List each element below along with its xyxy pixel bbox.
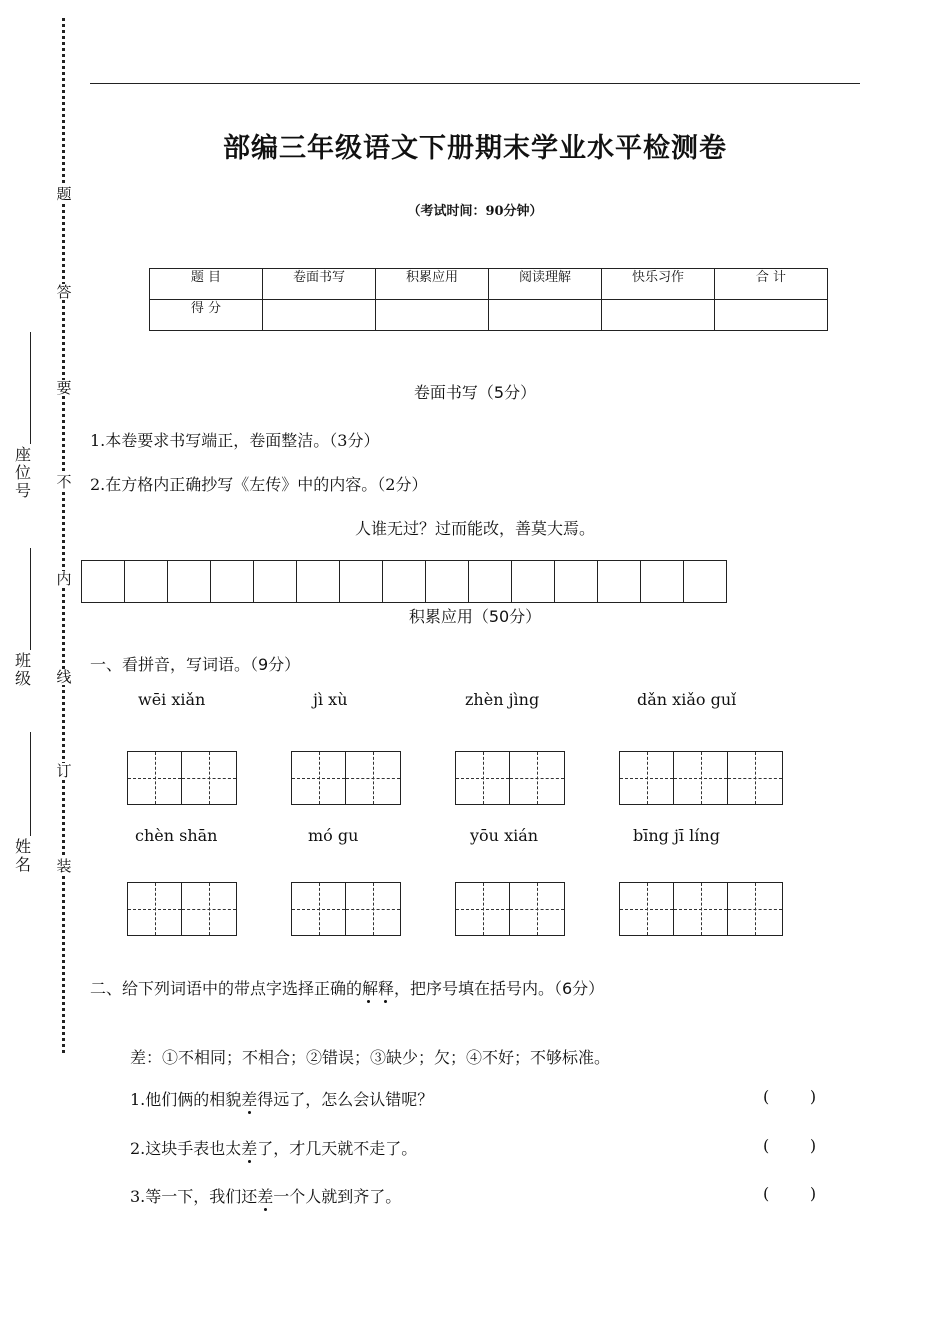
part2-heading: 二、给下列词语中的带点字选择正确的解释，把序号填在括号内。（6分） <box>90 979 605 998</box>
tianzi-cell[interactable] <box>620 752 674 804</box>
copy-grid-cell[interactable] <box>297 560 340 603</box>
score-header-cell: 卷面书写 <box>263 269 376 300</box>
score-input-cell[interactable] <box>602 300 715 331</box>
score-header-cell: 积累应用 <box>376 269 489 300</box>
copy-grid-cell[interactable] <box>598 560 641 603</box>
pinyin-prompt: yōu xián <box>470 826 539 845</box>
tianzi-cell[interactable] <box>620 883 674 935</box>
pinyin-prompt: zhèn jìng <box>465 690 540 709</box>
copy-grid-cell[interactable] <box>684 560 727 603</box>
margin-char-8: 装 <box>56 857 72 875</box>
score-header-cell: 快乐习作 <box>602 269 715 300</box>
tianzi-cell[interactable] <box>346 752 400 804</box>
tianzi-cell[interactable] <box>128 752 182 804</box>
margin-char-1: 题 <box>56 185 72 203</box>
question-2 <box>130 1136 417 1159</box>
tianzi-grid <box>127 751 237 805</box>
class-line[interactable] <box>30 548 31 650</box>
question-text: 2.这块手表也太 <box>130 1139 242 1158</box>
copy-grid-cell[interactable] <box>383 560 426 603</box>
tianzi-grid <box>455 751 565 805</box>
part1-heading: 一、看拼音，写词语。（9分） <box>90 655 301 674</box>
margin-char-3: 要 <box>56 379 72 397</box>
seat-number-line[interactable] <box>30 332 31 444</box>
tianzi-cell[interactable] <box>182 752 236 804</box>
score-input-cell[interactable] <box>715 300 828 331</box>
copy-grid-cell[interactable] <box>125 560 168 603</box>
binding-dotted-line <box>62 18 65 1053</box>
dotted-char: 差 <box>241 1139 258 1158</box>
tianzi-cell[interactable] <box>292 883 346 935</box>
question-3 <box>130 1184 401 1207</box>
handwriting-section-heading: 卷面书写（5分） <box>413 383 537 402</box>
question-text: 一个人就到齐了。 <box>273 1187 402 1206</box>
emphasis-dot <box>384 1000 387 1003</box>
tianzi-grid <box>291 882 401 936</box>
tianzi-cell[interactable] <box>456 883 510 935</box>
score-header-cell: 合 计 <box>715 269 828 300</box>
tianzi-grid <box>455 882 565 936</box>
dotted-char: 差 <box>241 1090 258 1109</box>
tianzi-cell[interactable] <box>728 883 782 935</box>
question-1 <box>130 1087 433 1110</box>
score-table-row <box>150 300 828 331</box>
copy-grid-cell[interactable] <box>82 560 125 603</box>
tianzi-cell[interactable] <box>674 752 728 804</box>
copy-grid-cell[interactable] <box>426 560 469 603</box>
answer-blank[interactable]: ( ) <box>763 1136 817 1155</box>
score-input-cell[interactable] <box>489 300 602 331</box>
tianzi-grid <box>291 751 401 805</box>
tianzi-cell[interactable] <box>128 883 182 935</box>
handwriting-question-2: 2.在方格内正确抄写《左传》中的内容。（2分） <box>90 475 428 494</box>
pinyin-prompt: mó gu <box>308 826 359 845</box>
copy-grid-cell[interactable] <box>168 560 211 603</box>
copy-grid-cell[interactable] <box>469 560 512 603</box>
tianzi-cell[interactable] <box>346 883 400 935</box>
exam-duration: （考试时间：90分钟） <box>407 204 543 219</box>
tianzi-grid <box>619 751 783 805</box>
tianzi-cell[interactable] <box>510 883 564 935</box>
seat-number-label: 座位号 <box>14 445 31 500</box>
question-text: 得远了，怎么会认错呢？ <box>257 1090 434 1109</box>
score-header-cell: 阅读理解 <box>489 269 602 300</box>
margin-char-6: 线 <box>56 668 72 686</box>
margin-char-4: 不 <box>56 473 72 491</box>
class-label: 班级 <box>14 651 31 688</box>
answer-blank[interactable]: ( ) <box>763 1184 817 1203</box>
answer-blank[interactable]: ( ) <box>763 1087 817 1106</box>
pinyin-prompt: dǎn xiǎo guǐ <box>637 690 737 709</box>
copy-grid-cell[interactable] <box>254 560 297 603</box>
zuozhuan-quote: 人谁无过？过而能改，善莫大焉。 <box>354 519 595 538</box>
margin-char-5: 内 <box>56 570 72 588</box>
pinyin-prompt: jì xù <box>313 690 348 709</box>
copy-grid-cell[interactable] <box>641 560 684 603</box>
copy-grid-cell[interactable] <box>512 560 555 603</box>
top-rule <box>90 83 860 84</box>
tianzi-cell[interactable] <box>182 883 236 935</box>
pinyin-prompt: wēi xiǎn <box>138 690 206 709</box>
copy-grid-cell[interactable] <box>340 560 383 603</box>
tianzi-cell[interactable] <box>456 752 510 804</box>
pinyin-prompt: chèn shān <box>135 826 218 845</box>
copy-grid-cell[interactable] <box>555 560 598 603</box>
dotted-char: 差 <box>257 1187 274 1206</box>
score-input-cell[interactable] <box>376 300 489 331</box>
accumulation-section-heading: 积累应用（50分） <box>408 607 542 626</box>
score-table-header-row <box>150 269 828 300</box>
page-title: 部编三年级语文下册期末学业水平检测卷 <box>223 133 727 164</box>
score-header-cell: 题 目 <box>150 269 263 300</box>
definitions-text: 差：①不相同；不相合；②错误；③缺少；欠；④不好；不够标准。 <box>130 1048 611 1067</box>
emphasis-dot <box>367 1000 370 1003</box>
tianzi-grid <box>127 882 237 936</box>
handwriting-question-1: 1.本卷要求书写端正，卷面整洁。（3分） <box>90 431 380 450</box>
copy-grid-cell[interactable] <box>211 560 254 603</box>
tianzi-grid <box>619 882 783 936</box>
name-label: 姓名 <box>14 837 31 874</box>
name-line[interactable] <box>30 732 31 836</box>
tianzi-cell[interactable] <box>510 752 564 804</box>
copy-writing-grid <box>81 560 727 603</box>
margin-char-2: 答 <box>56 283 72 301</box>
tianzi-cell[interactable] <box>674 883 728 935</box>
margin-char-7: 订 <box>56 762 72 780</box>
score-input-cell[interactable] <box>263 300 376 331</box>
pinyin-prompt: bīng jī líng <box>633 826 720 845</box>
score-row-label: 得 分 <box>150 300 263 331</box>
question-text: 1.他们俩的相貌 <box>130 1090 242 1109</box>
tianzi-cell[interactable] <box>292 752 346 804</box>
tianzi-cell[interactable] <box>728 752 782 804</box>
score-table <box>149 268 828 331</box>
question-text: 3.等一下，我们还 <box>130 1187 258 1206</box>
question-text: 了，才几天就不走了。 <box>257 1139 418 1158</box>
